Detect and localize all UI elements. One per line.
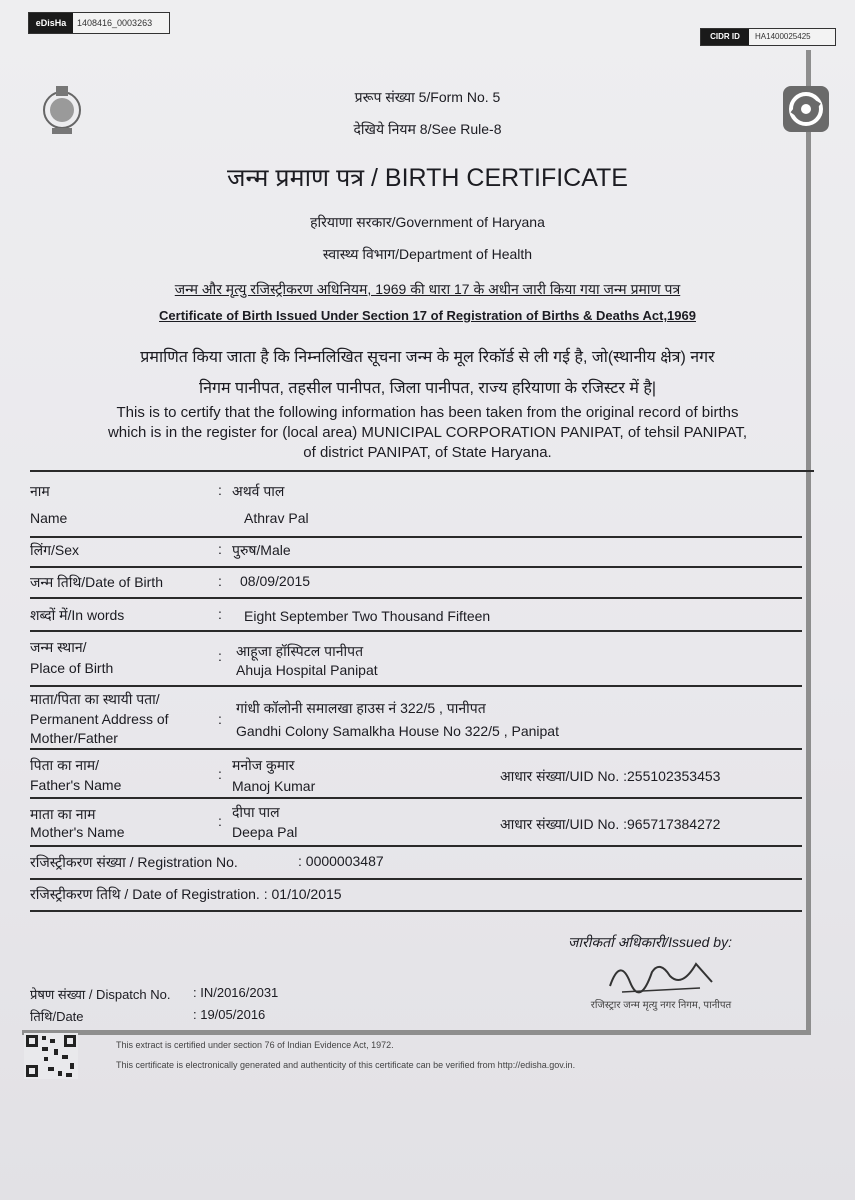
mother-label-hindi: माता का नाम: [30, 806, 96, 822]
certificate-paper: eDisHa 1408416_0003263 CIDR ID HA1400025425 प्ररूप संख्या 5/Form No. 5 देखिये नियम 8/See Rule-8 जन्म प्रमाण पत्र / BIRTH CERTIFICATE हरियाणा सरकार/Government of Haryana स्वास्थ्य विभाग/Department of Health जन्म और मृत्यु रजिस्ट्रीकरण अधिनियम, 1969 की धारा 17 के अधीन जारी किया गया जन्म प्रमाण पत्र Certificate of Birth Issued Under Section 17 of Registration of Births & Deaths Act,1969 प्रमाणित किया जाता है कि निम्नलिखित सूचना जन्म के मूल रिकॉर्ड से ली गई है, जो(स्थानीय क्षेत्र) नगर निगम पानीपत, तहसील पानीपत, जिला पानीपत, राज्य हरियाणा के रजिस्टर में है| This is to certify that the following information has been taken from the original record of births which is in the register for (local area) MUNICIPAL CORPORATION PANIPAT, of tehsil PANIPAT, of district PANIPAT, of State Haryana. नाम : अथर्व पाल Name Athrav Pal लिंग/Sex : पुरुष/Male जन्म तिथि/Date of Birth : 08/09/2015 शब्दों में/In words : Eight September Two Thousand Fifteen जन्म स्थान/ Place of Birth : आहूजा हॉस्पिटल पानीपत Ahuja Hospital Panipat माता/पिता का स्थायी पता/ Permanent Address of Mother/Father : गांधी कॉलोनी समालखा हाउस नं 322/5 , पानीपत Gandhi Colony Samalkha House No 322/5 , Panipat पिता का नाम/ Father's Name : मनोज कुमार Manoj Kumar आधार संख्या/UID No. :255102353453 माता का नाम Mother's Name : दीपा पाल Deepa Pal आधार संख्या/UID No. :965717384272 रजिस्ट्रीकरण संख्या / Registration No. : 0000003487 रजिस्ट्रीकरण तिथि / Date of Registration. : 01/10/2015 जारीकर्ता अधिकारी/Issued by: प्रेषण संख्या / Dispatch No. : IN/2016/2031 तिथि/Date : 19/05/2016 रजिस्ट्रार जन्म मृत्यु नगर निगम, पानीपत This extract is certified under section 76 of Indian Evidence Act, 1972. This certificate is electronically generated and authenticity of this certificate can be verified from http://edisha.gov.in.: [0, 0, 855, 1200]
registration-number-value: : 0000003487: [298, 853, 384, 869]
mother-value-hindi: दीपा पाल: [232, 804, 280, 820]
form-number: प्ररूप संख्या 5/Form No. 5: [354, 89, 501, 105]
department-line: स्वास्थ्य विभाग/Department of Health: [322, 246, 533, 262]
sex-label: लिंग/Sex: [30, 542, 80, 558]
dispatch-date-value: : 19/05/2016: [193, 1007, 266, 1022]
divider: [30, 797, 802, 799]
dispatch-label: प्रेषण संख्या / Dispatch No.: [30, 987, 171, 1002]
name-value: Athrav Pal: [244, 510, 309, 526]
divider: [30, 878, 802, 880]
divider: [30, 536, 802, 538]
dispatch-value: : IN/2016/2031: [193, 985, 279, 1000]
address-value-hindi: गांधी कॉलोनी समालखा हाउस नं 322/5 , पानीपत: [236, 700, 486, 716]
certify-english-line1: This is to certify that the following information has been taken from the original record of births: [116, 404, 739, 421]
divider: [30, 566, 802, 568]
in-words-value: Eight September Two Thousand Fifteen: [244, 608, 491, 624]
in-words-label: शब्दों में/In words: [30, 607, 125, 623]
dob-label: जन्म तिथि/Date of Birth: [30, 574, 163, 590]
address-label-hindi: माता/पिता का स्थायी पता/: [30, 691, 160, 707]
signature-icon: [600, 952, 720, 998]
qr-code-icon: [24, 1033, 78, 1079]
divider: [30, 685, 802, 687]
address-value-english: Gandhi Colony Samalkha House No 322/5 , Panipat: [236, 723, 559, 739]
rule-reference: देखिये नियम 8/See Rule-8: [353, 121, 502, 137]
cidr-value: HA1400025425: [755, 32, 811, 41]
registration-date: रजिस्ट्रीकरण तिथि / Date of Registration. : 01/10/2015: [30, 886, 342, 902]
certify-english-line3: of district PANIPAT, of State Haryana.: [303, 444, 552, 461]
registration-number-label: रजिस्ट्रीकरण संख्या / Registration No.: [30, 854, 238, 870]
name-hindi-label: नाम: [30, 483, 50, 499]
address-label-english-2: Mother/Father: [30, 730, 118, 746]
verification-note: This certificate is electronically generated and authenticity of this certificate can be verified from http://edisha.gov.in.: [116, 1060, 576, 1070]
divider: [30, 845, 802, 847]
certificate-title: जन्म प्रमाण पत्र / BIRTH CERTIFICATE: [227, 164, 628, 192]
edisha-code: 1408416_0003263: [77, 18, 153, 28]
act-english: Certificate of Birth Issued Under Section 17 of Registration of Births & Deaths Act,1969: [159, 308, 696, 323]
divider: [30, 597, 802, 599]
dispatch-date-label: तिथि/Date: [30, 1009, 84, 1024]
cidr-box: [700, 28, 836, 46]
mother-uid: आधार संख्या/UID No. :965717384272: [500, 816, 721, 832]
father-value-hindi: मनोज कुमार: [232, 757, 295, 773]
mother-value-english: Deepa Pal: [232, 824, 298, 840]
pob-value-hindi: आहूजा हॉस्पिटल पानीपत: [236, 643, 364, 659]
certify-hindi-line2: निगम पानीपत, तहसील पानीपत, जिला पानीपत, राज्य हरियाणा के रजिस्टर में है|: [199, 380, 656, 397]
divider: [30, 748, 802, 750]
pob-label-english: Place of Birth: [30, 660, 114, 676]
pob-label-hindi: जन्म स्थान/: [30, 639, 87, 655]
father-value-english: Manoj Kumar: [232, 778, 316, 794]
edisha-label: eDisHa: [29, 13, 73, 33]
divider: [30, 910, 802, 912]
act-hindi: जन्म और मृत्यु रजिस्ट्रीकरण अधिनियम, 1969 की धारा 17 के अधीन जारी किया गया जन्म प्रमाण पत्र: [174, 281, 681, 297]
divider: [30, 470, 814, 472]
divider: [30, 630, 802, 632]
sex-value: पुरुष/Male: [232, 542, 291, 558]
name-hindi-value: अथर्व पाल: [232, 483, 285, 499]
father-label-english: Father's Name: [30, 777, 122, 793]
government-line: हरियाणा सरकार/Government of Haryana: [310, 214, 545, 230]
dob-value: 08/09/2015: [240, 573, 311, 589]
edisha-strip: [28, 12, 170, 34]
signature-stamp-text: रजिस्ट्रार जन्म मृत्यु नगर निगम, पानीपत: [590, 1000, 732, 1011]
father-label-hindi: पिता का नाम/: [30, 757, 99, 773]
mother-label-english: Mother's Name: [30, 824, 125, 840]
name-label: Name: [30, 510, 68, 526]
evidence-act-note: This extract is certified under section 76 of Indian Evidence Act, 1972.: [116, 1040, 394, 1050]
cidr-label: CIDR ID: [701, 29, 749, 45]
certify-english-line2: which is in the register for (local area) MUNICIPAL CORPORATION PANIPAT, of tehsil PANIPAT,: [107, 424, 748, 441]
address-label-english-1: Permanent Address of: [30, 711, 169, 727]
father-uid: आधार संख्या/UID No. :255102353453: [500, 768, 721, 784]
certify-hindi-line1: प्रमाणित किया जाता है कि निम्नलिखित सूचना जन्म के मूल रिकॉर्ड से ली गई है, जो(स्थानीय क्षेत्र) नगर: [140, 349, 715, 366]
pob-value-english: Ahuja Hospital Panipat: [236, 662, 378, 678]
issued-by-label: जारीकर्ता अधिकारी/Issued by:: [568, 934, 732, 950]
